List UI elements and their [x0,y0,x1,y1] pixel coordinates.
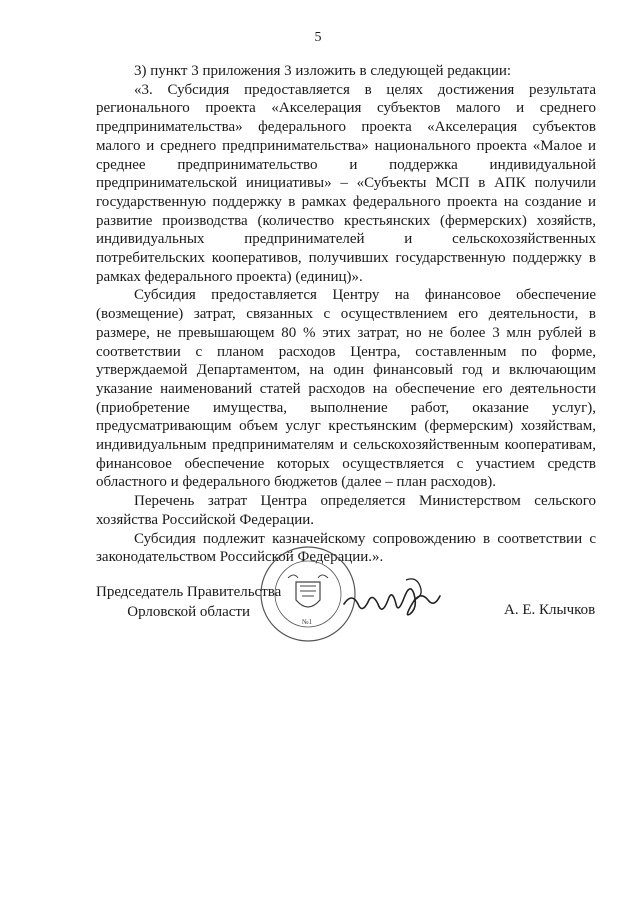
signatory-position [96,582,281,622]
page-number: 5 [314,30,322,45]
handwritten-signature-icon [340,574,450,624]
paragraph-cost-list: Перечень затрат Центра определяется Министерством сельского хозяйства Российской Федерации. [96,493,596,528]
signatory-name: А. Е. Клычков [504,602,596,618]
signature-block [0,582,636,662]
paragraph-amendment-intro: 3) пункт 3 приложения 3 изложить в следующей редакции: [134,63,512,79]
paragraph-subsidy-purpose: «3. Субсидия предоставляется в целях достижения результата регионального проекта «Акселерация субъектов малого и среднего предпринимательства» федерального проекта «Акселерация субъектов малого и среднего предпринимательства» национального проекта «Малое и среднее предпринимательство и поддержка индивидуальной предпринимательской инициативы» – «Субъекты МСП в АПК получили государственную поддержку в рамках федерального проекта на создание и развитие производства (количество крестьянских (фермерских) хозяйств, индивидуальных предпринимателей и сельскохозяйственных потребительских кооперативов, получивших государственную поддержку в рамках федерального проекта) (единиц)». [96,81,596,285]
seal-number: №1 [302,618,313,626]
paragraph-treasury-support: Субсидия подлежит казначейскому сопровождению в соответствии с законодательством Российской Федерации.». [96,530,596,566]
signatory-position-line2: Орловской области [127,604,251,620]
paragraph-subsidy-provision: Субсидия предоставляется Центру на финансовое обеспечение (возмещение) затрат, связанных с осуществлением его деятельности, в размере, не превышающем 80 % этих затрат, но не более 3 млн рублей в соответствии с планом расходов Центра, составленным по форме, утверждаемой Департаментом, на один финансовый год и включающим указание наименований статей расходов на обеспечение его деятельности (приобретение имущества, выполнение работ, оказание услуг), предусматривающим объем услуг крестьянским (фермерским) хозяйствам, индивидуальным предпринимателям и сельскохозяйственным кооперативам, финансовое обеспечение которых осуществляется с участием средств областного и федерального бюджетов (далее – план расходов). [96,287,596,491]
document-body [96,62,596,567]
signatory-position-line1: Председатель Правительства [96,584,282,600]
